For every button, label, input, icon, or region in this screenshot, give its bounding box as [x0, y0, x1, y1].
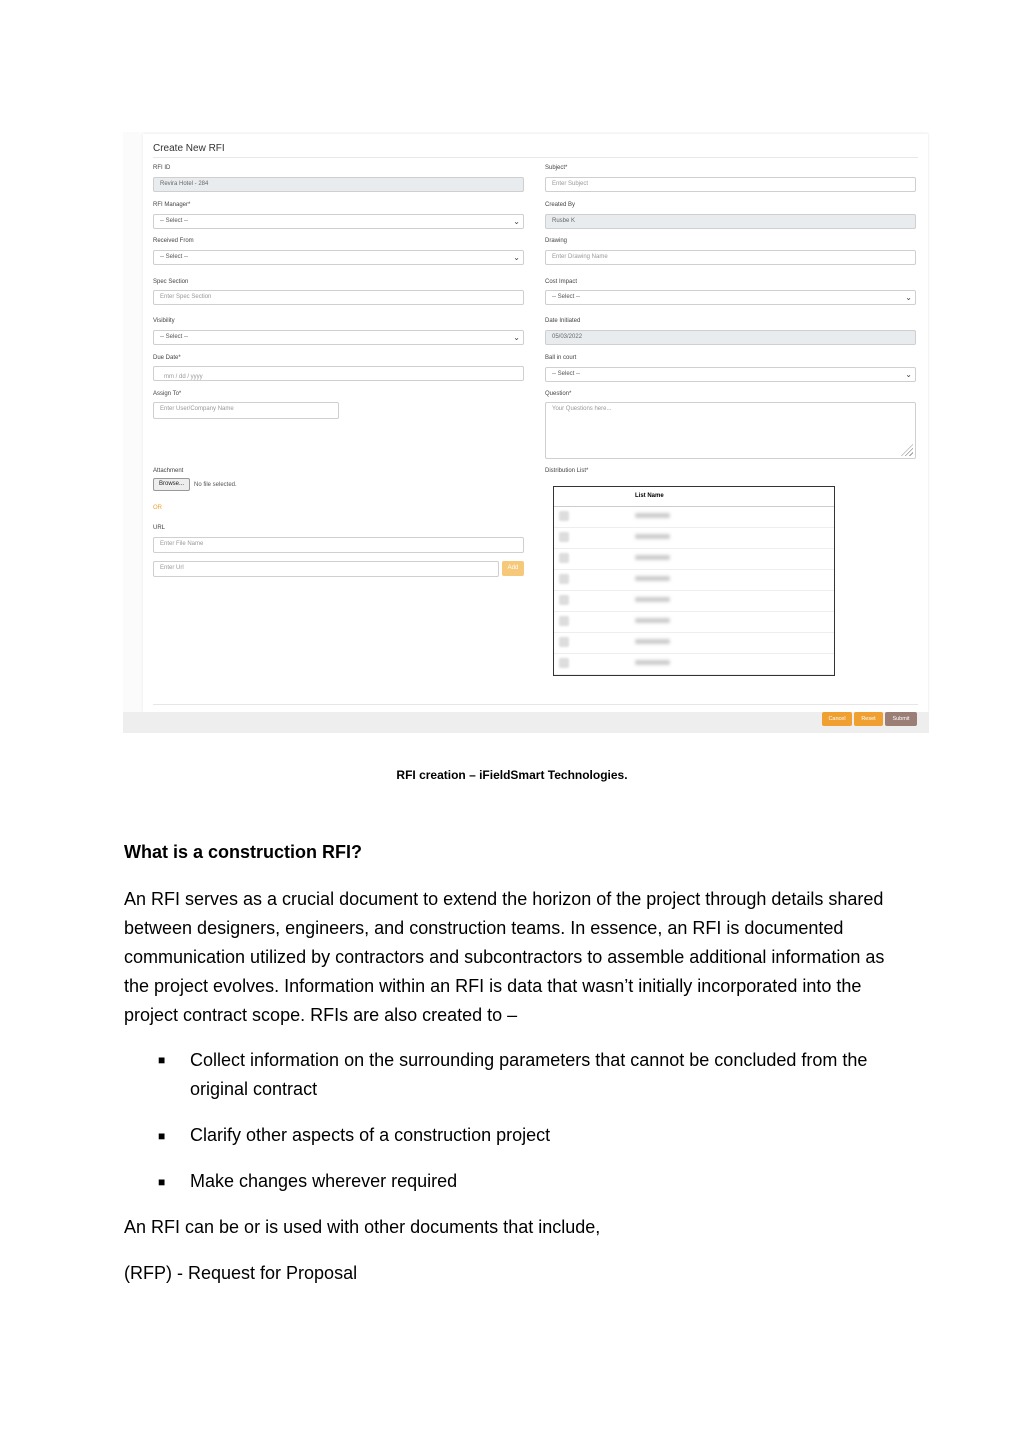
- bullet-item-3: Make changes wherever required: [190, 1171, 458, 1191]
- ball-in-court-label: Ball in court: [545, 355, 577, 361]
- title-divider: [153, 157, 918, 158]
- distribution-list-table: [553, 486, 835, 676]
- subject-label: Subject*: [545, 165, 568, 171]
- date-initiated-field: 05/03/2022: [545, 330, 916, 345]
- checkbox-icon[interactable]: [559, 658, 569, 668]
- question-placeholder: Your Questions here...: [552, 406, 612, 412]
- drawing-label: Drawing: [545, 238, 568, 244]
- assign-to-label: Assign To*: [153, 391, 182, 397]
- rfi-form-card: [143, 134, 928, 712]
- list-name-header: List Name: [635, 493, 664, 499]
- table-row[interactable]: [554, 548, 834, 570]
- ball-in-court-select[interactable]: [545, 367, 916, 382]
- created-by-label: Created By: [545, 202, 576, 208]
- drawing-input[interactable]: Enter Drawing Name: [545, 250, 916, 265]
- chevron-down-icon: ⌄: [513, 217, 520, 226]
- checkbox-icon[interactable]: [559, 637, 569, 647]
- blurred-name: [635, 618, 670, 623]
- question-label: Question*: [545, 391, 572, 397]
- table-row[interactable]: [554, 569, 834, 591]
- blurred-name: [635, 660, 670, 665]
- due-date-label: Due Date*: [153, 355, 181, 361]
- bullet-item-2: Clarify other aspects of a construction project: [190, 1125, 551, 1145]
- chevron-down-icon: ⌄: [513, 253, 520, 262]
- created-by-field: Rusbe K: [545, 214, 916, 229]
- or-label: OR: [153, 505, 162, 511]
- bullet-item-1: Collect information on the surrounding parameters that cannot be concluded from the original contract: [190, 1050, 868, 1099]
- visibility-select[interactable]: [153, 330, 524, 345]
- form-title: Create New RFI: [153, 143, 225, 154]
- checkbox-icon[interactable]: [559, 616, 569, 626]
- paragraph-rfp: (RFP) - Request for Proposal: [124, 1263, 358, 1283]
- chevron-down-icon: ⌄: [513, 333, 520, 342]
- bullet-icon: ■: [158, 1053, 166, 1067]
- checkbox-icon[interactable]: [559, 511, 569, 521]
- paragraph-documents: An RFI can be or is used with other documents that include,: [124, 1217, 601, 1237]
- reset-button[interactable]: Reset: [854, 712, 883, 726]
- rfi-form-screenshot: [123, 132, 929, 733]
- file-name-input[interactable]: Enter File Name: [153, 537, 524, 553]
- figure-caption: RFI creation – iFieldSmart Technologies.: [396, 768, 628, 782]
- bullet-icon: ■: [158, 1129, 166, 1143]
- blurred-name: [635, 639, 670, 644]
- blurred-name: [635, 513, 670, 518]
- due-date-input[interactable]: mm / dd / yyyy: [153, 366, 524, 381]
- rfi-id-field: Revira Hotel - 284: [153, 177, 524, 192]
- url-label: URL: [153, 525, 166, 531]
- rfi-id-label: RFI ID: [153, 165, 171, 171]
- checkbox-icon[interactable]: [559, 532, 569, 542]
- chevron-down-icon: ⌄: [905, 293, 912, 302]
- blurred-name: [635, 534, 670, 539]
- cancel-button[interactable]: Cancel: [822, 712, 852, 726]
- ball-in-court-value: -- Select --: [552, 371, 581, 377]
- spec-section-input[interactable]: Enter Spec Section: [153, 290, 524, 305]
- no-file-text: No file selected.: [194, 482, 237, 488]
- table-row[interactable]: [554, 506, 834, 528]
- chevron-down-icon: ⌄: [905, 370, 912, 379]
- checkbox-icon[interactable]: [559, 553, 569, 563]
- cost-impact-label: Cost Impact: [545, 279, 578, 285]
- checkbox-icon[interactable]: [559, 574, 569, 584]
- cost-impact-select[interactable]: [545, 290, 916, 305]
- table-row[interactable]: [554, 611, 834, 633]
- visibility-label: Visibility: [153, 318, 175, 324]
- url-input[interactable]: Enter Url: [153, 561, 499, 577]
- table-row[interactable]: [554, 590, 834, 612]
- date-initiated-label: Date Initiated: [545, 318, 581, 324]
- received-from-select[interactable]: [153, 250, 524, 265]
- rfi-manager-label: RFI Manager*: [153, 202, 191, 208]
- browse-button[interactable]: Browse...: [153, 478, 190, 491]
- visibility-value: -- Select --: [160, 334, 189, 340]
- rfi-manager-select[interactable]: [153, 214, 524, 229]
- form-footer-divider: [153, 704, 918, 705]
- table-row[interactable]: [554, 632, 834, 654]
- cost-impact-value: -- Select --: [552, 294, 581, 300]
- bullet-icon: ■: [158, 1175, 166, 1189]
- distribution-list-label: Distribution List*: [545, 468, 589, 474]
- resize-grip-icon[interactable]: [901, 444, 913, 456]
- paragraph-intro: An RFI serves as a crucial document to extend the horizon of the project through details shared between designers, engineers, and construction teams. In essence, an RFI is documented communication utilized by contractors and subcontractors to assemble additional information as the project evolves. Information within an RFI is data that wasn’t initially incorporated into the project contract scope. RFIs are also created to –: [124, 889, 885, 1025]
- blurred-name: [635, 597, 670, 602]
- table-row[interactable]: [554, 653, 834, 675]
- assign-to-input[interactable]: Enter User/Company Name: [153, 402, 339, 419]
- received-from-value: -- Select --: [160, 254, 189, 260]
- add-url-button[interactable]: Add: [502, 561, 524, 576]
- subject-input[interactable]: Enter Subject: [545, 177, 916, 192]
- table-header: [554, 487, 834, 507]
- blurred-name: [635, 555, 670, 560]
- form-footer-bar: [123, 712, 929, 733]
- rfi-manager-value: -- Select --: [160, 218, 189, 224]
- attachment-label: Attachment: [153, 468, 184, 474]
- question-textarea[interactable]: [545, 402, 916, 459]
- submit-button[interactable]: Submit: [885, 712, 917, 726]
- checkbox-icon[interactable]: [559, 595, 569, 605]
- spec-section-label: Spec Section: [153, 279, 189, 285]
- received-from-label: Received From: [153, 238, 194, 244]
- table-row[interactable]: [554, 527, 834, 549]
- section-heading: What is a construction RFI?: [124, 842, 363, 862]
- blurred-name: [635, 576, 670, 581]
